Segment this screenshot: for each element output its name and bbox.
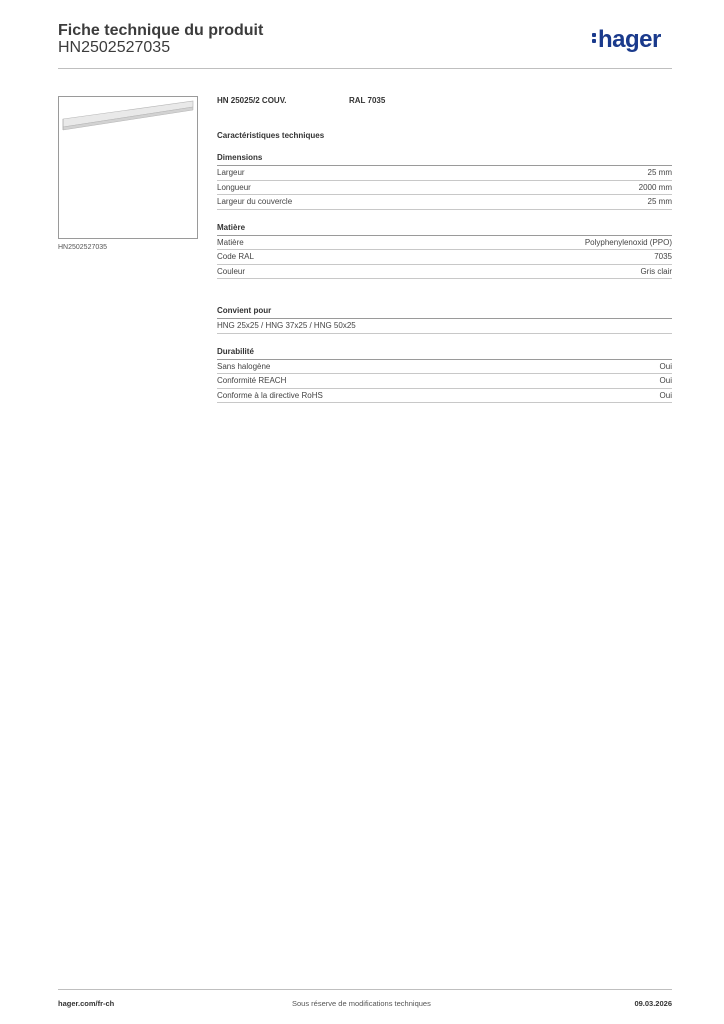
spec-label: Code RAL [217, 252, 254, 261]
footer-date: 09.03.2026 [634, 999, 672, 1008]
spec-label: Matière [217, 237, 244, 247]
footer-disclaimer: Sous réserve de modifications techniques [292, 999, 431, 1008]
spec-label: Sans halogène [217, 361, 271, 371]
spec-value: 25 mm [647, 197, 672, 206]
spec-group-dimensions [217, 153, 672, 210]
spec-value: 25 mm [647, 168, 672, 177]
header-divider [58, 68, 672, 69]
spec-label: Conformité REACH [217, 376, 287, 385]
spec-value: Oui [659, 361, 672, 371]
product-header [217, 96, 672, 108]
spec-value: Gris clair [640, 266, 672, 276]
spec-value: Oui [659, 376, 672, 385]
group-title: Durabilité [217, 347, 672, 360]
product-name: HN 25025/2 COUV. [217, 96, 287, 105]
spec-label: Conforme à la directive RoHS [217, 390, 323, 400]
spec-label: Longueur [217, 182, 251, 192]
spec-row [217, 374, 672, 389]
spec-row [217, 265, 672, 280]
product-ral: RAL 7035 [349, 96, 386, 105]
spec-row [217, 195, 672, 210]
spec-label: Largeur [217, 168, 245, 177]
spec-group-durability [217, 347, 672, 404]
cover-strip-icon [59, 97, 197, 238]
product-image [58, 96, 198, 239]
spec-content [217, 96, 672, 403]
group-spacer [217, 279, 672, 293]
spec-label: Largeur du couvercle [217, 197, 293, 206]
spec-row [217, 166, 672, 181]
spec-group-material [217, 223, 672, 280]
spec-row [217, 236, 672, 251]
spec-label: Couleur [217, 266, 246, 276]
footer-divider [58, 989, 672, 990]
spec-value: Polyphenylenoxid (PPO) [584, 237, 672, 247]
spec-row [217, 389, 672, 404]
spec-row [217, 181, 672, 196]
product-code-heading: HN2502527035 [58, 39, 171, 56]
spec-value: 2000 mm [638, 182, 672, 192]
spec-row [217, 360, 672, 375]
group-title: Dimensions [217, 153, 672, 166]
spec-group-compatible [217, 306, 672, 334]
image-caption: HN2502527035 [58, 244, 108, 251]
spec-row [217, 319, 672, 334]
page-title: Fiche technique du produit [58, 22, 264, 39]
footer-website-link[interactable]: hager.com/fr-ch [58, 999, 115, 1008]
spec-value: Oui [659, 390, 672, 400]
group-title: Matière [217, 223, 672, 236]
logo-text: hager [598, 26, 661, 53]
hager-logo[interactable] [592, 28, 661, 52]
spec-value: 7035 [654, 252, 672, 261]
group-title: Convient pour [217, 306, 672, 319]
spec-row [217, 250, 672, 265]
logo-dots-icon [592, 31, 596, 45]
specs-title: Caractéristiques techniques [217, 131, 325, 140]
spec-label: HNG 25x25 / HNG 37x25 / HNG 50x25 [217, 321, 356, 330]
